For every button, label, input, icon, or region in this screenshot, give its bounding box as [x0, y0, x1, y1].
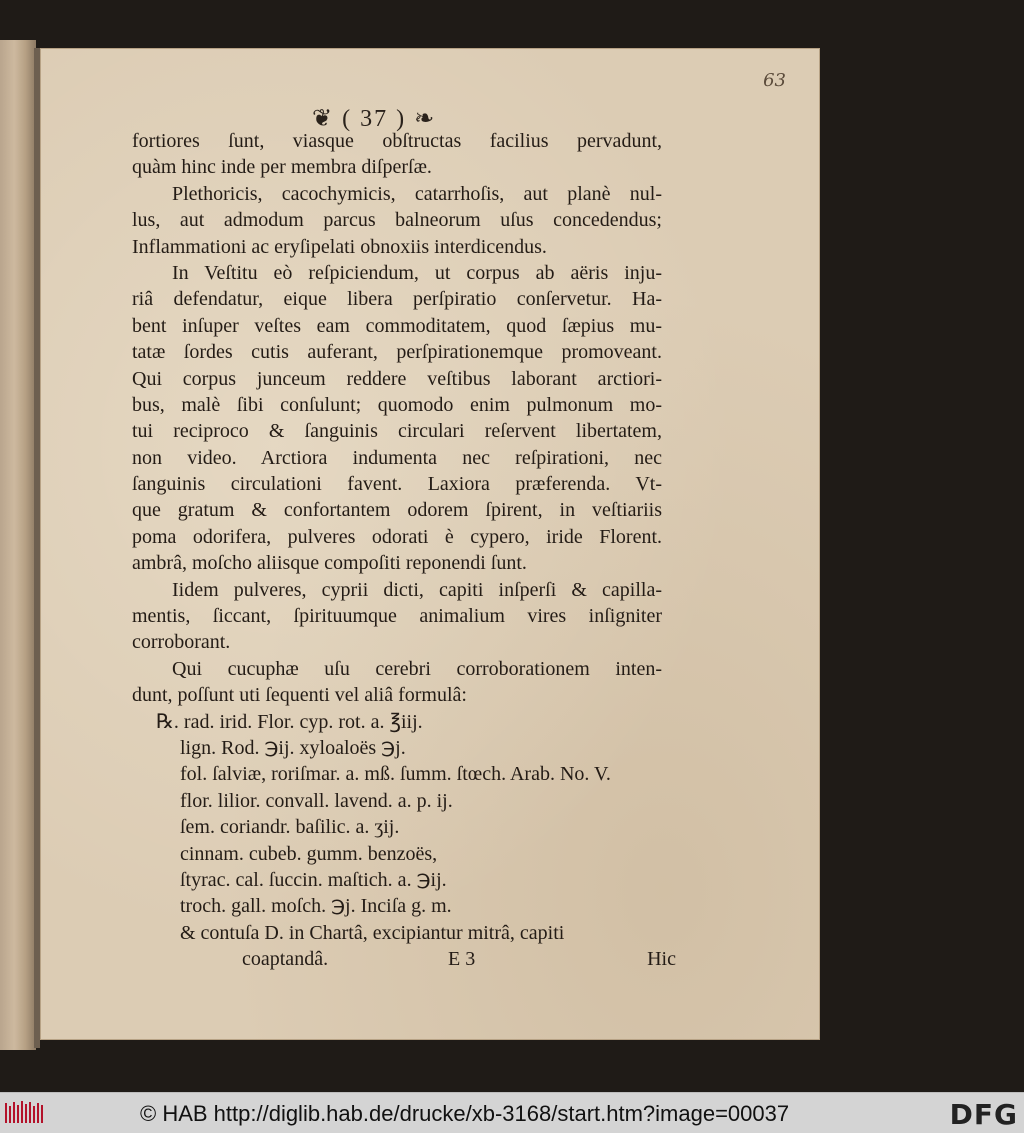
text-line: tui reciproco & ſanguinis circulari reſervent libertatem,: [132, 420, 662, 443]
text-line: fortiores ſunt, viasque obſtructas facilius pervadunt,: [132, 130, 662, 152]
text-line: bent inſuper veſtes eam commoditatem, quod ſæpius mu-: [132, 314, 662, 337]
text-line: ambrâ, moſcho aliisque compoſiti reponendi ſunt.: [132, 552, 527, 575]
text-line: que gratum & confortantem odorem ſpirent, in veſtiariis: [132, 499, 662, 522]
recipe-line: troch. gall. moſch. ℈j. Inciſa g. m.: [180, 895, 452, 918]
catchword: Hic: [647, 948, 676, 971]
scanned-page: [40, 48, 820, 1040]
text-line: non video. Arctiora indumenta nec reſpirationi, nec: [132, 446, 662, 469]
folio-number: 63: [763, 70, 786, 91]
text-line: ſanguinis circulationi favent. Laxiora præferenda. Vt-: [132, 473, 662, 496]
source-url-text[interactable]: © HAB http://diglib.hab.de/drucke/xb-3168/start.htm?image=00037: [140, 1101, 790, 1126]
recipe-line: ſem. coriandr. baſilic. a. ʒij.: [180, 816, 400, 839]
text-line: mentis, ſiccant, ſpirituumque animalium vires inſigniter: [132, 605, 662, 628]
body-text: [132, 128, 676, 973]
signature-mark: E 3: [448, 948, 476, 971]
hab-barcode-icon[interactable]: [4, 1100, 46, 1126]
recipe-line: ℞. rad. irid. Flor. cyp. rot. a. ℥iij.: [156, 710, 423, 733]
footer-last-word: coaptandâ.: [242, 948, 329, 971]
text-line: Inflammationi ac eryſipelati obnoxiis interdicendus.: [132, 235, 547, 258]
text-line: riâ defendatur, eique libera perſpiratio conſervetur. Ha-: [132, 288, 662, 311]
recipe-line: ſtyrac. cal. ſuccin. maſtich. a. ℈ij.: [180, 868, 447, 891]
text-line: poma odorifera, pulveres odorati è cypero, iride Florent.: [132, 525, 662, 548]
left-page-edge: [0, 40, 36, 1050]
recipe-line: fol. ſalviæ, roriſmar. a. mß. ſumm. ſtœch. Arab. No. V.: [180, 763, 611, 786]
text-line: tatæ ſordes cutis auferant, perſpirationemque promoveant.: [132, 341, 662, 364]
text-line: Plethoricis, cacochymicis, catarrhoſis, aut planè nul-: [172, 182, 662, 205]
text-line: In Veſtitu eò reſpiciendum, ut corpus ab aëris inju-: [172, 261, 662, 284]
recipe-line: & contuſa D. in Chartâ, excipiantur mitrâ, capiti: [180, 921, 565, 944]
viewer-footer-bar: [0, 1092, 1024, 1133]
text-line: quàm hinc inde per membra diſperſæ.: [132, 156, 432, 179]
recipe-line: flor. lilior. convall. lavend. a. p. ij.: [180, 789, 453, 812]
text-line: lus, aut admodum parcus balneorum uſus concedendus;: [132, 209, 662, 232]
text-line: bus, malè ſibi conſulunt; quomodo enim pulmonum mo-: [132, 393, 662, 416]
recipe-line: cinnam. cubeb. gumm. benzoës,: [180, 842, 438, 865]
dfg-logo[interactable]: DFG: [949, 1098, 1018, 1131]
running-head: ❦ ( 37 ) ❧: [312, 106, 437, 132]
page-footer: [132, 946, 676, 972]
text-line: corroborant.: [132, 631, 231, 654]
text-line: dunt, poſſunt uti ſequenti vel aliâ formulâ:: [132, 684, 467, 707]
text-line: Qui cucuphæ uſu cerebri corroborationem inten-: [172, 657, 662, 680]
text-line: Qui corpus junceum reddere veſtibus laborant arctiori-: [132, 367, 662, 390]
text-line: Iidem pulveres, cyprii dicti, capiti inſperſi & capilla-: [172, 578, 662, 601]
recipe-line: lign. Rod. ℈ij. xyloaloës ℈j.: [180, 736, 406, 759]
